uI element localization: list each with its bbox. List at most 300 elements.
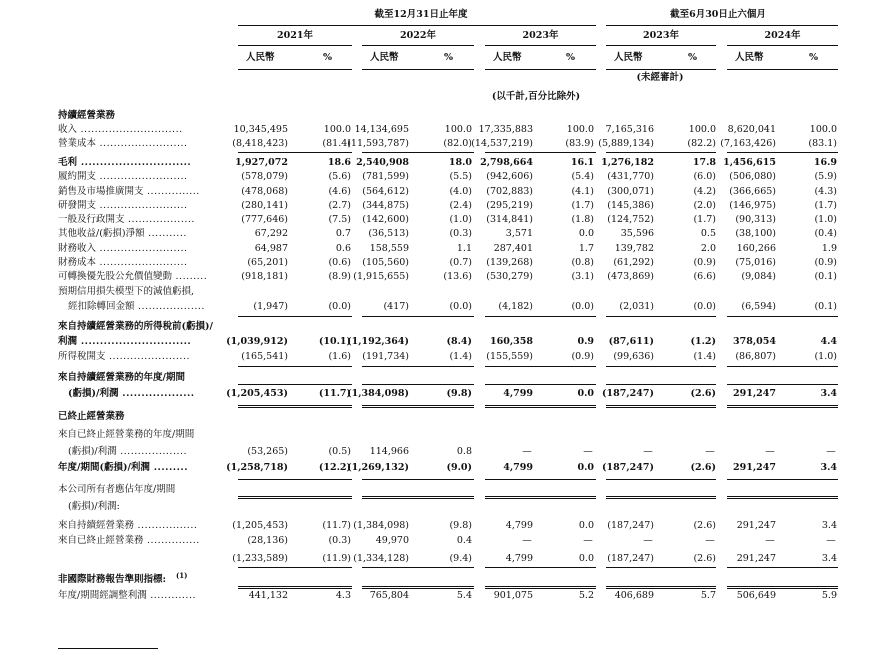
- percent-cell: 0.0: [578, 520, 594, 531]
- amount-cell: 4,799: [505, 520, 533, 531]
- amount-cell: (165,541): [241, 351, 288, 362]
- percent-cell: (4.3): [814, 186, 837, 197]
- row-label: 一般及行政開支 ...................: [58, 214, 195, 225]
- amount-cell: (145,386): [607, 200, 654, 211]
- percent-cell: 1.1: [456, 243, 472, 254]
- total-rule: [238, 498, 352, 499]
- row-label: 毛利 .............................: [58, 157, 192, 168]
- amount-cell: 506,649: [736, 590, 776, 601]
- percent-cell: 5.7: [700, 590, 716, 601]
- leader-dots: ...................: [134, 301, 205, 312]
- total-rule: [238, 407, 352, 408]
- percent-cell: (83.1): [808, 138, 837, 149]
- leader-dots: .........................: [96, 257, 188, 268]
- percent-cell: —: [583, 446, 593, 457]
- total-rule: [727, 567, 838, 568]
- percent-cell: 100.0: [323, 124, 351, 135]
- percent-cell: —: [705, 535, 715, 546]
- amount-cell: 2,798,664: [480, 157, 533, 168]
- percent-cell: 100.0: [566, 124, 594, 135]
- percent-cell: —: [705, 446, 715, 457]
- amount-cell: 67,292: [254, 228, 288, 239]
- year-header: 2023年: [643, 30, 679, 41]
- amount-cell: 14,134,695: [354, 124, 409, 135]
- row-label: 本公司所有者應佔年度/期間: [58, 484, 176, 495]
- total-rule: [727, 316, 838, 317]
- row-label: 持續經營業務: [58, 110, 116, 121]
- percent-cell: (9.0): [446, 462, 472, 473]
- amount-cell: (777,646): [241, 214, 288, 225]
- percent-cell: (3.1): [571, 271, 594, 282]
- currency-label: 人民幣: [493, 52, 522, 63]
- year-rule: [238, 45, 352, 46]
- footnote-marker: (1): [176, 571, 188, 580]
- amount-cell: 17,335,883: [478, 124, 533, 135]
- percent-cell: 16.1: [570, 157, 594, 168]
- amount-cell: (99,636): [613, 351, 654, 362]
- unit-note: (以千計,百分比除外): [491, 91, 581, 102]
- total-rule: [606, 152, 716, 153]
- row-label: 來自已終止經營業務的年度/期間: [58, 429, 195, 440]
- year-header: 2023年: [522, 30, 559, 41]
- total-rule: [606, 586, 716, 587]
- row-label: 履約開支 .........................: [58, 171, 188, 182]
- percent-cell: 5.2: [578, 590, 594, 601]
- percent-cell: 0.0: [577, 388, 594, 399]
- amount-cell: (1,947): [253, 301, 288, 312]
- percent-cell: 0.6: [335, 243, 351, 254]
- percent-cell: 0.7: [335, 228, 351, 239]
- percent-cell: 100.0: [444, 124, 472, 135]
- percent-cell: 17.8: [692, 157, 716, 168]
- amount-cell: (155,559): [486, 351, 533, 362]
- leader-dots: .........: [149, 462, 189, 473]
- amount-cell: —: [522, 535, 532, 546]
- total-rule: [362, 496, 474, 497]
- leader-dots: .........................: [96, 171, 188, 182]
- percent-cell: 4.3: [335, 590, 351, 601]
- amount-cell: (1,039,912): [226, 336, 288, 347]
- percent-cell: 0.0: [578, 228, 594, 239]
- unit-rule: [606, 69, 716, 70]
- percent-cell: (1.7): [571, 200, 594, 211]
- amount-cell: (1,384,098): [353, 520, 409, 531]
- percent-cell: (0.5): [328, 446, 351, 457]
- amount-cell: (1,192,364): [347, 336, 409, 347]
- row-label: 來自持續經營業務的年度/期間: [58, 372, 185, 383]
- percent-cell: (1.0): [814, 214, 837, 225]
- percent-cell: 0.0: [578, 553, 594, 564]
- total-rule: [727, 586, 838, 587]
- amount-cell: 4,799: [503, 388, 533, 399]
- currency-label: 人民幣: [370, 52, 399, 63]
- percent-cell: 0.4: [456, 535, 472, 546]
- amount-cell: (918,181): [241, 271, 288, 282]
- amount-cell: 158,559: [369, 243, 409, 254]
- total-rule: [238, 586, 352, 587]
- amount-cell: 287,401: [493, 243, 533, 254]
- amount-cell: 160,358: [490, 336, 533, 347]
- percent-cell: 1.9: [821, 243, 837, 254]
- total-rule: [485, 498, 596, 499]
- percent-cell: (2.6): [690, 388, 716, 399]
- amount-cell: 4,799: [503, 462, 533, 473]
- percent-cell: 100.0: [688, 124, 716, 135]
- total-rule: [485, 405, 596, 406]
- amount-cell: (6,594): [741, 301, 776, 312]
- amount-cell: (1,258,718): [226, 462, 288, 473]
- total-rule: [238, 384, 352, 385]
- row-label: 非國際財務報告準則指標:: [58, 574, 167, 585]
- row-label: 其他收益/(虧損)淨額 ...........: [58, 228, 187, 239]
- percent-cell: (7.5): [328, 214, 351, 225]
- percent-cell: (1.2): [690, 336, 716, 347]
- amount-cell: 160,266: [736, 243, 776, 254]
- leader-dots: .............................: [77, 124, 183, 135]
- total-rule: [727, 407, 838, 408]
- row-label: 收入 .............................: [58, 124, 183, 135]
- percent-cell: 2.0: [700, 243, 716, 254]
- total-rule: [727, 384, 838, 385]
- amount-cell: 291,247: [733, 388, 776, 399]
- total-rule: [606, 384, 716, 385]
- unit-rule: [485, 69, 596, 70]
- leader-dots: .........................: [96, 243, 188, 254]
- row-label: (虧損)/利潤:: [68, 501, 120, 512]
- total-rule: [362, 366, 474, 367]
- total-rule: [362, 479, 474, 480]
- amount-cell: —: [522, 446, 532, 457]
- percent-cell: (0.4): [814, 228, 837, 239]
- total-rule: [238, 588, 352, 589]
- amount-cell: (14,537,219): [471, 138, 533, 149]
- total-rule: [727, 479, 838, 480]
- year-rule: [606, 45, 716, 46]
- row-label: (虧損)/利潤 ...................: [68, 388, 195, 399]
- percent-cell: (82.0): [443, 138, 472, 149]
- total-rule: [727, 152, 838, 153]
- amount-cell: (344,875): [362, 200, 409, 211]
- percent-cell: (2.4): [449, 200, 472, 211]
- percent-cell: (1.6): [328, 351, 351, 362]
- percent-cell: (83.9): [565, 138, 594, 149]
- total-rule: [606, 405, 716, 406]
- row-label: 所得稅開支 .......................: [58, 351, 190, 362]
- currency-label: 人民幣: [735, 52, 764, 63]
- percent-cell: (0.1): [814, 301, 837, 312]
- row-label: 利潤 .............................: [58, 336, 192, 347]
- row-label: 已終止經營業務: [58, 411, 125, 422]
- amount-cell: (295,219): [486, 200, 533, 211]
- percent-cell: (1.4): [449, 351, 472, 362]
- percent-cell: 0.8: [456, 446, 472, 457]
- row-label: 財務收入 .........................: [58, 243, 188, 254]
- amount-cell: (781,599): [362, 171, 409, 182]
- amount-cell: (280,141): [241, 200, 288, 211]
- percent-cell: (5.5): [449, 171, 472, 182]
- amount-cell: 1,927,072: [235, 157, 288, 168]
- total-rule: [362, 588, 474, 589]
- percent-cell: (0.9): [814, 257, 837, 268]
- amount-cell: (4,182): [498, 301, 533, 312]
- amount-cell: (300,071): [607, 186, 654, 197]
- total-rule: [727, 405, 838, 406]
- total-rule: [485, 366, 596, 367]
- percent-cell: 3.4: [821, 553, 837, 564]
- percent-cell: 18.0: [448, 157, 472, 168]
- amount-cell: (431,770): [607, 171, 654, 182]
- row-label: (虧損)/利潤 ...................: [68, 446, 188, 457]
- amount-cell: 10,345,495: [233, 124, 288, 135]
- total-rule: [238, 405, 352, 406]
- total-rule: [606, 498, 716, 499]
- amount-cell: 2,540,908: [356, 157, 409, 168]
- percent-cell: (11.7): [318, 388, 351, 399]
- amount-cell: (2,031): [619, 301, 654, 312]
- row-label: 來自已終止經營業務 ...............: [58, 535, 200, 546]
- amount-cell: 441,132: [248, 590, 288, 601]
- total-rule: [727, 366, 838, 367]
- amount-cell: (61,292): [613, 257, 654, 268]
- percent-cell: (8.9): [328, 271, 351, 282]
- percent-label: %: [444, 52, 454, 63]
- year-header: 2024年: [764, 30, 801, 41]
- leader-dots: .............: [146, 590, 196, 601]
- amount-cell: (124,752): [607, 214, 654, 225]
- percent-cell: 0.5: [700, 228, 716, 239]
- total-rule: [727, 588, 838, 589]
- amount-cell: (86,807): [735, 351, 776, 362]
- percent-cell: 3.4: [821, 520, 837, 531]
- total-rule: [485, 152, 596, 153]
- leader-dots: .........: [172, 271, 208, 282]
- amount-cell: 3,571: [505, 228, 533, 239]
- percent-cell: (82.2): [687, 138, 716, 149]
- amount-cell: 35,596: [620, 228, 654, 239]
- amount-cell: (1,915,655): [353, 271, 409, 282]
- percent-cell: (12.2): [318, 462, 351, 473]
- total-rule: [606, 316, 716, 317]
- total-rule: [362, 152, 474, 153]
- amount-cell: 378,054: [733, 336, 776, 347]
- leader-dots: .........................: [96, 200, 188, 211]
- percent-cell: (1.0): [814, 351, 837, 362]
- amount-cell: (11,593,787): [347, 138, 409, 149]
- percent-cell: 3.4: [820, 388, 837, 399]
- total-rule: [485, 316, 596, 317]
- row-label: 研發開支 .........................: [58, 200, 188, 211]
- percent-cell: (0.7): [449, 257, 472, 268]
- unit-rule: [727, 69, 838, 70]
- amount-cell: 114,966: [369, 446, 409, 457]
- total-rule: [485, 588, 596, 589]
- percent-cell: (0.9): [571, 351, 594, 362]
- year-header: 2021年: [277, 30, 313, 41]
- amount-cell: (187,247): [607, 553, 654, 564]
- amount-cell: 765,804: [369, 590, 409, 601]
- amount-cell: (578,079): [241, 171, 288, 182]
- amount-cell: (65,201): [247, 257, 288, 268]
- amount-cell: 406,689: [614, 590, 654, 601]
- percent-label: %: [809, 52, 819, 63]
- amount-cell: (478,068): [241, 186, 288, 197]
- percent-cell: (10.1): [318, 336, 351, 347]
- amount-cell: (75,016): [735, 257, 776, 268]
- footnote-rule: [58, 648, 158, 649]
- total-rule: [362, 567, 474, 568]
- amount-cell: (7,163,426): [720, 138, 776, 149]
- percent-cell: 16.9: [813, 157, 837, 168]
- amount-cell: (1,205,453): [226, 388, 288, 399]
- leader-dots: ...................: [118, 388, 195, 399]
- percent-cell: —: [826, 535, 836, 546]
- percent-cell: (13.6): [443, 271, 472, 282]
- period-header-fy: 截至12月31日止年度: [374, 9, 468, 20]
- row-label: 可轉換優先股公允價值變動 .........: [58, 271, 208, 282]
- percent-cell: (0.8): [571, 257, 594, 268]
- amount-cell: (187,247): [607, 520, 654, 531]
- total-rule: [606, 496, 716, 497]
- amount-cell: (564,612): [362, 186, 409, 197]
- amount-cell: 1,456,615: [723, 157, 776, 168]
- amount-cell: —: [643, 535, 653, 546]
- percent-cell: (4.0): [449, 186, 472, 197]
- percent-cell: (8.4): [446, 336, 472, 347]
- amount-cell: (1,205,453): [232, 520, 288, 531]
- amount-cell: (473,869): [607, 271, 654, 282]
- percent-cell: 1.7: [578, 243, 594, 254]
- amount-cell: (506,080): [729, 171, 776, 182]
- percent-label: %: [688, 52, 698, 63]
- total-rule: [606, 366, 716, 367]
- leader-dots: .............................: [77, 336, 192, 347]
- percent-cell: 0.9: [577, 336, 594, 347]
- percent-cell: (9.4): [449, 553, 472, 564]
- header-rule: [606, 25, 838, 26]
- total-rule: [362, 405, 474, 406]
- total-rule: [485, 586, 596, 587]
- percent-cell: (0.0): [328, 301, 351, 312]
- unit-rule: [238, 69, 352, 70]
- percent-cell: —: [826, 446, 836, 457]
- amount-cell: (8,418,423): [232, 138, 288, 149]
- percent-cell: (81.4): [322, 138, 351, 149]
- amount-cell: 291,247: [736, 520, 776, 531]
- total-rule: [485, 479, 596, 480]
- amount-cell: (942,606): [486, 171, 533, 182]
- percent-cell: (9.8): [449, 520, 472, 531]
- header-rule: [238, 25, 596, 26]
- percent-cell: (0.0): [449, 301, 472, 312]
- total-rule: [238, 152, 352, 153]
- amount-cell: 7,165,316: [605, 124, 654, 135]
- row-label: 銷售及市場推廣開支 ...............: [58, 186, 200, 197]
- total-rule: [727, 496, 838, 497]
- amount-cell: (38,100): [735, 228, 776, 239]
- amount-cell: (702,883): [486, 186, 533, 197]
- percent-cell: 18.6: [327, 157, 351, 168]
- amount-cell: (187,247): [602, 462, 654, 473]
- leader-dots: ...................: [116, 446, 188, 457]
- amount-cell: (191,734): [362, 351, 409, 362]
- total-rule: [485, 407, 596, 408]
- percent-cell: (6.0): [693, 171, 716, 182]
- total-rule: [485, 384, 596, 385]
- total-rule: [238, 366, 352, 367]
- percent-cell: (2.6): [693, 553, 716, 564]
- amount-cell: (105,560): [362, 257, 409, 268]
- amount-cell: (28,136): [247, 535, 288, 546]
- total-rule: [238, 567, 352, 568]
- amount-cell: (366,665): [729, 186, 776, 197]
- amount-cell: (1,334,128): [353, 553, 409, 564]
- percent-cell: (4.1): [571, 186, 594, 197]
- amount-cell: (87,611): [608, 336, 654, 347]
- total-rule: [362, 498, 474, 499]
- amount-cell: (5,889,134): [598, 138, 654, 149]
- row-label: 來自持續經營業務的所得稅前(虧損)/: [58, 321, 213, 332]
- leader-dots: .........................: [96, 138, 188, 149]
- row-label: 預期信用損失模型下的減值虧損,: [58, 286, 195, 297]
- period-header-6m: 截至6月30日止六個月: [670, 9, 766, 20]
- row-label: 來自持續經營業務 .................: [58, 520, 198, 531]
- percent-cell: (5.6): [328, 171, 351, 182]
- amount-cell: (530,279): [486, 271, 533, 282]
- amount-cell: (36,513): [368, 228, 409, 239]
- total-rule: [238, 496, 352, 497]
- leader-dots: .................: [134, 520, 198, 531]
- percent-cell: (0.3): [328, 535, 351, 546]
- percent-cell: (1.4): [693, 351, 716, 362]
- row-label: 年度/期間(虧損)/利潤 .........: [58, 462, 189, 473]
- total-rule: [238, 479, 352, 480]
- percent-cell: 5.9: [821, 590, 837, 601]
- leader-dots: ...............: [143, 186, 200, 197]
- amount-cell: 64,987: [254, 243, 288, 254]
- percent-cell: (4.2): [693, 186, 716, 197]
- row-label: 年度/期間經調整利潤 .............: [58, 590, 196, 601]
- currency-label: 人民幣: [246, 52, 275, 63]
- percent-cell: (0.6): [328, 257, 351, 268]
- leader-dots: ...........: [144, 228, 187, 239]
- amount-cell: 4,799: [505, 553, 533, 564]
- percent-cell: 3.4: [820, 462, 837, 473]
- percent-cell: —: [583, 535, 593, 546]
- amount-cell: (53,265): [247, 446, 288, 457]
- amount-cell: 291,247: [736, 553, 776, 564]
- currency-label: 人民幣: [614, 52, 643, 63]
- year-header: 2022年: [400, 30, 436, 41]
- percent-cell: (2.7): [328, 200, 351, 211]
- total-rule: [606, 407, 716, 408]
- percent-cell: (0.3): [449, 228, 472, 239]
- percent-cell: (2.6): [690, 462, 716, 473]
- percent-cell: (0.0): [693, 301, 716, 312]
- amount-cell: (90,313): [735, 214, 776, 225]
- amount-cell: 49,970: [375, 535, 409, 546]
- total-rule: [362, 586, 474, 587]
- year-rule: [485, 45, 596, 46]
- percent-cell: (1.7): [693, 214, 716, 225]
- amount-cell: 8,620,041: [727, 124, 776, 135]
- percent-cell: (1.8): [571, 214, 594, 225]
- amount-cell: 291,247: [733, 462, 776, 473]
- percent-cell: 5.4: [456, 590, 472, 601]
- leader-dots: .......................: [105, 351, 190, 362]
- leader-dots: ...............: [143, 535, 200, 546]
- total-rule: [485, 567, 596, 568]
- amount-cell: (9,084): [741, 271, 776, 282]
